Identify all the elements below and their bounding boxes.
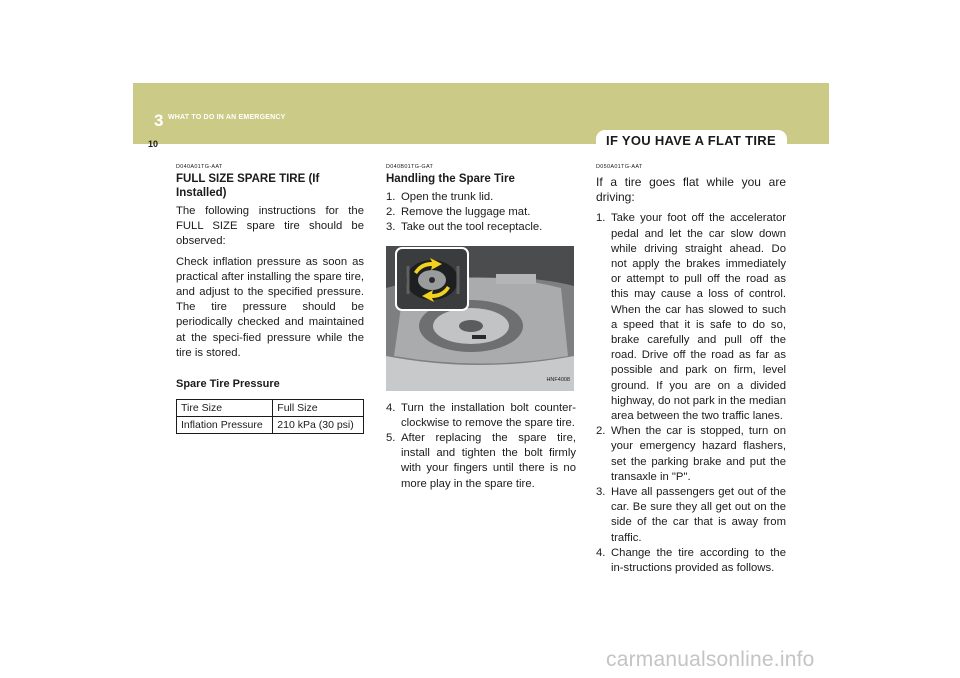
step-number: 2.	[596, 425, 606, 438]
paragraph: The following instructions for the FULL SIZE spare tire should be observed:	[176, 205, 364, 248]
list-item	[386, 205, 576, 220]
paragraph: Check inflation pressure as soon as practical after installing the spare tire, and adjust to the specified pressure. The tire pressure should be periodically checked and maintained at the speci-fied pressure while the tire is stored.	[176, 255, 364, 359]
steps-list	[596, 211, 786, 576]
column-full-size-spare	[176, 164, 364, 434]
step-number: 2.	[386, 206, 396, 219]
list-item	[596, 546, 786, 576]
section-heading: Handling the Spare Tire	[386, 173, 515, 185]
list-item	[386, 431, 576, 492]
step-text: Change the tire according to the in-structions provided as follows.	[611, 546, 786, 575]
section-tab-title: IF YOU HAVE A FLAT TIRE	[606, 133, 776, 148]
spare-tire-pressure-table	[176, 399, 364, 434]
intro-paragraph: If a tire goes flat while you are driving:	[596, 175, 786, 205]
step-text: Take your foot off the accelerator pedal and let the car slow down while driving straight ahead. Do not apply the brakes immediately or attempt to pull off the road as this may cause a loss of control. When the car has slowed to such a speed that it is safe to do so, brake carefully and pull off the road. Drive off the road as far as possible and park on firm, level ground. If you are on a divided highway, do not park in the median area between the two traffic lanes.	[611, 212, 786, 423]
step-number: 3.	[596, 486, 606, 499]
trunk-illustration	[386, 246, 574, 391]
step-number: 4.	[596, 546, 606, 559]
trunk-spare-tire-photo	[386, 246, 574, 391]
step-text: Open the trunk lid.	[401, 191, 494, 203]
step-number: 5.	[386, 432, 396, 445]
section-code: D040A01TG-AAT	[176, 164, 223, 170]
step-text: After replacing the spare tire, install and tighten the bolt firmly with your fingers until there is no more play in the spare tire.	[401, 432, 576, 490]
list-item	[596, 485, 786, 546]
step-text: Take out the tool receptacle.	[401, 221, 543, 234]
step-number: 1.	[386, 191, 396, 203]
step-text: Turn the installation bolt counter-clockwise to remove the spare tire.	[401, 401, 576, 429]
list-item	[386, 401, 576, 431]
list-item	[596, 424, 786, 485]
table-row	[177, 417, 364, 434]
column-flat-tire	[596, 164, 786, 576]
table-cell: Tire Size	[177, 400, 273, 417]
subheading: Spare Tire Pressure	[176, 378, 280, 391]
section-heading: FULL SIZE SPARE TIRE (If Installed)	[176, 173, 320, 199]
step-number: 4.	[386, 401, 396, 414]
step-text: Have all passengers get out of the car. Be sure they all get out on the side of the car that is away from traffic.	[611, 486, 786, 544]
step-number: 1.	[596, 212, 606, 225]
table-cell: Inflation Pressure	[177, 417, 273, 434]
page-number: 10	[148, 139, 159, 149]
steps-list	[386, 401, 576, 492]
step-number: 3.	[386, 221, 396, 234]
section-code: D040B01TG-GAT	[386, 164, 434, 170]
image-code: HNF4008	[546, 377, 570, 384]
table-cell: 210 kPa (30 psi)	[273, 417, 364, 434]
column-handling-spare	[386, 164, 576, 492]
steps-list	[386, 190, 576, 236]
list-item	[386, 190, 576, 205]
watermark: carmanualsonline.info	[606, 648, 815, 671]
table-cell: Full Size	[273, 400, 364, 417]
chapter-number: 3	[154, 111, 164, 130]
list-item	[386, 220, 576, 235]
list-item	[596, 211, 786, 424]
step-text: When the car is stopped, turn on your emergency hazard flashers, set the parking brake and put the transaxle in "P".	[611, 425, 786, 483]
section-code: D050A01TG-AAT	[596, 164, 643, 170]
step-text: Remove the luggage mat.	[401, 206, 531, 219]
table-row	[177, 400, 364, 417]
chapter-title: WHAT TO DO IN AN EMERGENCY	[168, 114, 286, 121]
